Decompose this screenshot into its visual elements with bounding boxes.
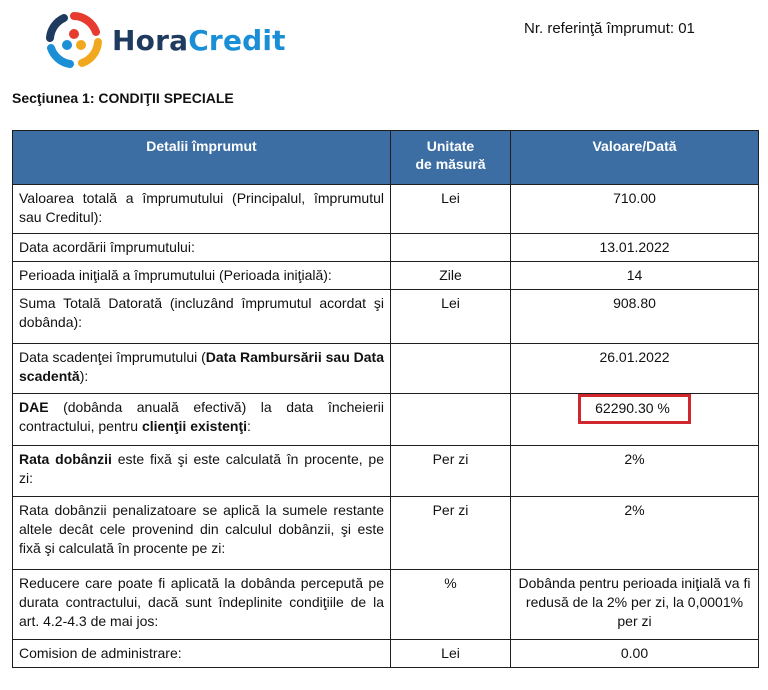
header-value: Valoare/Dată xyxy=(511,131,759,185)
row-label-text: Data scadenţei împrumutului ( xyxy=(19,349,206,365)
row-unit: Lei xyxy=(391,185,511,234)
row-label-bold: Rata dobânzii xyxy=(19,451,112,467)
table-row xyxy=(13,570,759,640)
header-unit xyxy=(391,131,511,185)
row-unit: Zile xyxy=(391,262,511,290)
row-label: Suma Totală Datorată (incluzând împrumutul acordat şi dobânda): xyxy=(13,290,391,344)
section-title: Secţiunea 1: CONDIŢII SPECIALE xyxy=(12,90,234,106)
row-label-text: este fixă şi este calculată în procente, pe zi: xyxy=(19,451,384,486)
apr-highlight-box: 62290.30 % xyxy=(578,394,691,424)
header-unit-line2: de măsură xyxy=(415,156,486,172)
row-unit: Lei xyxy=(391,290,511,344)
table-row xyxy=(13,262,759,290)
row-label-text: ): xyxy=(79,368,89,384)
table-row xyxy=(13,344,759,394)
row-unit: Per zi xyxy=(391,446,511,497)
row-label-bold: clienţii existenţi xyxy=(141,418,248,434)
row-value: 908.80 xyxy=(511,290,759,344)
row-label xyxy=(13,394,391,446)
table-row xyxy=(13,185,759,234)
row-value: 14 xyxy=(511,262,759,290)
loan-details-table xyxy=(12,130,759,668)
table-row xyxy=(13,446,759,497)
row-label: Comision de administrare: xyxy=(13,640,391,668)
row-unit xyxy=(391,394,511,446)
row-label xyxy=(13,344,391,394)
table-row xyxy=(13,640,759,668)
brand-name xyxy=(112,24,286,57)
row-unit: Per zi xyxy=(391,497,511,570)
table-row xyxy=(13,497,759,570)
row-label: Rata dobânzii penalizatoare se aplică la sumele restante altele decât cele provenind din calculul dobânzii, şi este fixă şi calculată în procente pe zi: xyxy=(13,497,391,570)
row-label xyxy=(13,446,391,497)
row-value: Dobânda pentru perioada iniţială va fi redusă de la 2% per zi, la 0,0001% per zi xyxy=(511,570,759,640)
header-loan-details: Detalii împrumut xyxy=(13,131,391,185)
horacredit-logo-icon xyxy=(46,12,102,68)
row-label: Reducere care poate fi aplicată la dobânda percepută pe durata contractului, dacă sunt îndeplinite condiţiile de la art. 4.2-4.3 de mai jos: xyxy=(13,570,391,640)
row-label: Perioada iniţială a împrumutului (Perioada iniţială): xyxy=(13,262,391,290)
brand-part-hora: Hora xyxy=(112,23,189,57)
logo xyxy=(46,12,286,68)
row-unit xyxy=(391,344,511,394)
row-label-text: (dobânda anuală efectivă) la data încheierii contractului, pentru xyxy=(19,399,384,434)
row-unit xyxy=(391,234,511,262)
row-value xyxy=(511,394,759,446)
row-unit: Lei xyxy=(391,640,511,668)
row-label-text: : xyxy=(247,418,251,434)
header-unit-line1: Unitate xyxy=(426,138,475,154)
row-value: 13.01.2022 xyxy=(511,234,759,262)
brand-part-credit: Credit xyxy=(188,23,286,57)
row-label-bold: Data Rambursării sau Data scadentă xyxy=(19,349,384,384)
table-row xyxy=(13,394,759,446)
table-row xyxy=(13,234,759,262)
row-value: 2% xyxy=(511,497,759,570)
row-label: Valoarea totală a împrumutului (Principalul, împrumutul sau Creditul): xyxy=(13,185,391,234)
table-row xyxy=(13,290,759,344)
table-header-row xyxy=(13,131,759,185)
row-label-bold: DAE xyxy=(19,399,49,415)
row-value: 2% xyxy=(511,446,759,497)
row-value: 0.00 xyxy=(511,640,759,668)
row-value: 710.00 xyxy=(511,185,759,234)
row-unit: % xyxy=(391,570,511,640)
loan-reference: Nr. referinţă împrumut: 01 xyxy=(524,20,695,37)
row-value: 26.01.2022 xyxy=(511,344,759,394)
row-label: Data acordării împrumutului: xyxy=(13,234,391,262)
